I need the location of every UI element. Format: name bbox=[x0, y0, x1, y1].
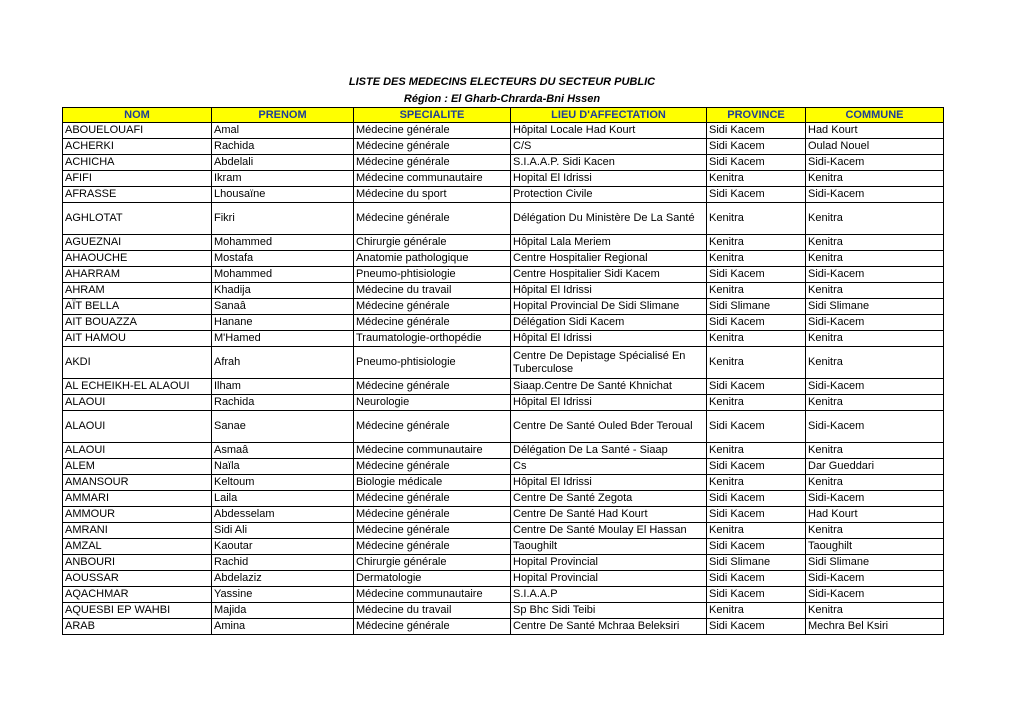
cell-lieu-affectation: C/S bbox=[511, 139, 707, 155]
table-row bbox=[63, 187, 944, 203]
table-row bbox=[63, 203, 944, 235]
cell-specialite: Médecine communautaire bbox=[354, 171, 511, 187]
cell-specialite: Pneumo-phtisiologie bbox=[354, 267, 511, 283]
cell-commune: Kenitra bbox=[806, 603, 944, 619]
cell-commune: Sidi-Kacem bbox=[806, 491, 944, 507]
cell-specialite: Médecine du travail bbox=[354, 283, 511, 299]
table-row bbox=[63, 523, 944, 539]
cell-prenom: Majida bbox=[212, 603, 354, 619]
cell-commune: Sidi Slimane bbox=[806, 555, 944, 571]
cell-prenom: Amina bbox=[212, 619, 354, 635]
cell-nom: ACHICHA bbox=[63, 155, 212, 171]
region-subtitle: Région : El Gharb-Chrarda-Bni Hssen bbox=[403, 93, 601, 105]
cell-lieu-affectation: Hopital El Idrissi bbox=[511, 171, 707, 187]
cell-specialite: Médecine générale bbox=[354, 459, 511, 475]
cell-nom: AFIFI bbox=[63, 171, 212, 187]
cell-prenom: Mostafa bbox=[212, 251, 354, 267]
cell-lieu-affectation: Délégation Du Ministère De La Santé bbox=[511, 203, 707, 235]
cell-province: Kenitra bbox=[707, 475, 806, 491]
column-header-commune: COMMUNE bbox=[806, 108, 944, 123]
cell-commune: Kenitra bbox=[806, 475, 944, 491]
cell-lieu-affectation: Centre De Santé Moulay El Hassan bbox=[511, 523, 707, 539]
cell-prenom: Rachid bbox=[212, 555, 354, 571]
table-row bbox=[63, 171, 944, 187]
cell-prenom: Khadija bbox=[212, 283, 354, 299]
cell-specialite: Traumatologie-orthopédie bbox=[354, 331, 511, 347]
cell-prenom: Hanane bbox=[212, 315, 354, 331]
cell-province: Sidi Kacem bbox=[707, 123, 806, 139]
table-row bbox=[63, 331, 944, 347]
table-row bbox=[63, 347, 944, 379]
table-row bbox=[63, 539, 944, 555]
cell-lieu-affectation: Hôpital El Idrissi bbox=[511, 475, 707, 491]
cell-prenom: Yassine bbox=[212, 587, 354, 603]
cell-commune: Mechra Bel Ksiri bbox=[806, 619, 944, 635]
cell-province: Sidi Kacem bbox=[707, 571, 806, 587]
cell-lieu-affectation: Centre De Santé Zegota bbox=[511, 491, 707, 507]
cell-nom: AHRAM bbox=[63, 283, 212, 299]
cell-province: Sidi Kacem bbox=[707, 379, 806, 395]
cell-prenom: Afrah bbox=[212, 347, 354, 379]
cell-nom: AMZAL bbox=[63, 539, 212, 555]
cell-province: Sidi Kacem bbox=[707, 587, 806, 603]
cell-lieu-affectation: Hopital Provincial bbox=[511, 571, 707, 587]
cell-nom: AMRANI bbox=[63, 523, 212, 539]
cell-lieu-affectation: Centre Hospitalier Sidi Kacem bbox=[511, 267, 707, 283]
cell-nom: AÏT BELLA bbox=[63, 299, 212, 315]
cell-specialite: Médecine générale bbox=[354, 491, 511, 507]
cell-nom: AIT HAMOU bbox=[63, 331, 212, 347]
table-row bbox=[63, 315, 944, 331]
table-row bbox=[63, 443, 944, 459]
cell-prenom: Rachida bbox=[212, 395, 354, 411]
cell-commune: Sidi-Kacem bbox=[806, 187, 944, 203]
table-row bbox=[63, 299, 944, 315]
cell-province: Sidi Kacem bbox=[707, 411, 806, 443]
cell-nom: AHARRAM bbox=[63, 267, 212, 283]
cell-specialite: Médecine générale bbox=[354, 379, 511, 395]
cell-commune: Had Kourt bbox=[806, 123, 944, 139]
cell-nom: AOUSSAR bbox=[63, 571, 212, 587]
cell-lieu-affectation: Centre De Santé Mchraa Beleksiri bbox=[511, 619, 707, 635]
cell-province: Kenitra bbox=[707, 283, 806, 299]
cell-lieu-affectation: Centre De Santé Had Kourt bbox=[511, 507, 707, 523]
cell-prenom: Fikri bbox=[212, 203, 354, 235]
cell-nom: AQACHMAR bbox=[63, 587, 212, 603]
table-row bbox=[63, 459, 944, 475]
cell-specialite: Médecine générale bbox=[354, 203, 511, 235]
cell-province: Kenitra bbox=[707, 235, 806, 251]
cell-commune: Had Kourt bbox=[806, 507, 944, 523]
cell-specialite: Dermatologie bbox=[354, 571, 511, 587]
cell-commune: Kenitra bbox=[806, 171, 944, 187]
cell-province: Sidi Kacem bbox=[707, 155, 806, 171]
cell-lieu-affectation: Protection Civile bbox=[511, 187, 707, 203]
cell-nom: ANBOURI bbox=[63, 555, 212, 571]
cell-nom: AFRASSE bbox=[63, 187, 212, 203]
cell-commune: Kenitra bbox=[806, 523, 944, 539]
cell-specialite: Anatomie pathologique bbox=[354, 251, 511, 267]
cell-nom: ARAB bbox=[63, 619, 212, 635]
cell-nom: AGUEZNAI bbox=[63, 235, 212, 251]
cell-lieu-affectation: Délégation De La Santé - Siaap bbox=[511, 443, 707, 459]
cell-province: Sidi Kacem bbox=[707, 187, 806, 203]
column-header-lieu-affectation: LIEU D'AFFECTATION bbox=[511, 108, 707, 123]
cell-commune: Taoughilt bbox=[806, 539, 944, 555]
cell-specialite: Médecine générale bbox=[354, 411, 511, 443]
cell-nom: AMMARI bbox=[63, 491, 212, 507]
cell-prenom: Keltoum bbox=[212, 475, 354, 491]
cell-commune: Oulad Nouel bbox=[806, 139, 944, 155]
table-row bbox=[63, 603, 944, 619]
cell-specialite: Médecine générale bbox=[354, 315, 511, 331]
cell-commune: Kenitra bbox=[806, 283, 944, 299]
cell-province: Sidi Kacem bbox=[707, 139, 806, 155]
cell-commune: Kenitra bbox=[806, 251, 944, 267]
cell-province: Sidi Kacem bbox=[707, 315, 806, 331]
cell-lieu-affectation: S.I.A.A.P bbox=[511, 587, 707, 603]
cell-lieu-affectation: Siaap.Centre De Santé Khnichat bbox=[511, 379, 707, 395]
cell-specialite: Médecine générale bbox=[354, 123, 511, 139]
cell-prenom: Sidi Ali bbox=[212, 523, 354, 539]
cell-lieu-affectation: Taoughilt bbox=[511, 539, 707, 555]
cell-specialite: Médecine générale bbox=[354, 619, 511, 635]
cell-specialite: Médecine du sport bbox=[354, 187, 511, 203]
column-header-specialite: SPECIALITE bbox=[354, 108, 511, 123]
cell-province: Sidi Kacem bbox=[707, 507, 806, 523]
table-row bbox=[63, 123, 944, 139]
cell-nom: ALAOUI bbox=[63, 443, 212, 459]
cell-specialite: Médecine générale bbox=[354, 539, 511, 555]
cell-prenom: Abdelali bbox=[212, 155, 354, 171]
cell-commune: Kenitra bbox=[806, 235, 944, 251]
cell-nom: AKDI bbox=[63, 347, 212, 379]
cell-lieu-affectation: Délégation Sidi Kacem bbox=[511, 315, 707, 331]
cell-commune: Sidi-Kacem bbox=[806, 587, 944, 603]
column-header-prenom: PRENOM bbox=[212, 108, 354, 123]
cell-commune: Sidi-Kacem bbox=[806, 155, 944, 171]
cell-specialite: Médecine communautaire bbox=[354, 587, 511, 603]
table-row bbox=[63, 619, 944, 635]
cell-province: Kenitra bbox=[707, 251, 806, 267]
column-header-province: PROVINCE bbox=[707, 108, 806, 123]
cell-province: Kenitra bbox=[707, 331, 806, 347]
cell-prenom: Sanaâ bbox=[212, 299, 354, 315]
cell-specialite: Pneumo-phtisiologie bbox=[354, 347, 511, 379]
cell-province: Sidi Kacem bbox=[707, 267, 806, 283]
doctors-table bbox=[62, 107, 944, 635]
cell-specialite: Médecine du travail bbox=[354, 603, 511, 619]
cell-province: Sidi Kacem bbox=[707, 619, 806, 635]
cell-province: Kenitra bbox=[707, 603, 806, 619]
cell-nom: AMANSOUR bbox=[63, 475, 212, 491]
cell-commune: Sidi-Kacem bbox=[806, 571, 944, 587]
cell-specialite: Biologie médicale bbox=[354, 475, 511, 491]
cell-lieu-affectation: Centre De Depistage Spécialisé En Tuberculose bbox=[511, 347, 707, 379]
table-row bbox=[63, 491, 944, 507]
cell-lieu-affectation: Hopital Provincial bbox=[511, 555, 707, 571]
cell-province: Sidi Slimane bbox=[707, 299, 806, 315]
cell-commune: Sidi-Kacem bbox=[806, 411, 944, 443]
cell-lieu-affectation: Hopital Provincial De Sidi Slimane bbox=[511, 299, 707, 315]
cell-province: Kenitra bbox=[707, 171, 806, 187]
cell-commune: Sidi-Kacem bbox=[806, 379, 944, 395]
document-title: LISTE DES MEDECINS ELECTEURS DU SECTEUR PUBLIC bbox=[348, 76, 656, 88]
table-row bbox=[63, 139, 944, 155]
table-row bbox=[63, 507, 944, 523]
cell-commune: Sidi-Kacem bbox=[806, 267, 944, 283]
table-body bbox=[63, 123, 944, 635]
cell-province: Sidi Kacem bbox=[707, 491, 806, 507]
cell-nom: AL ECHEIKH-EL ALAOUI bbox=[63, 379, 212, 395]
cell-prenom: Sanae bbox=[212, 411, 354, 443]
cell-nom: ALAOUI bbox=[63, 395, 212, 411]
cell-commune: Kenitra bbox=[806, 347, 944, 379]
cell-prenom: Mohammed bbox=[212, 267, 354, 283]
cell-specialite: Médecine générale bbox=[354, 155, 511, 171]
cell-nom: AHAOUCHE bbox=[63, 251, 212, 267]
cell-prenom: Mohammed bbox=[212, 235, 354, 251]
table-row bbox=[63, 587, 944, 603]
table-row bbox=[63, 571, 944, 587]
cell-nom: ACHERKI bbox=[63, 139, 212, 155]
table-header-row bbox=[63, 108, 944, 123]
cell-commune: Kenitra bbox=[806, 203, 944, 235]
table-row bbox=[63, 379, 944, 395]
cell-province: Kenitra bbox=[707, 443, 806, 459]
cell-specialite: Médecine communautaire bbox=[354, 443, 511, 459]
cell-province: Sidi Slimane bbox=[707, 555, 806, 571]
cell-commune: Sidi-Kacem bbox=[806, 315, 944, 331]
cell-prenom: Asmaâ bbox=[212, 443, 354, 459]
cell-province: Kenitra bbox=[707, 347, 806, 379]
cell-lieu-affectation: Hôpital El Idrissi bbox=[511, 331, 707, 347]
cell-specialite: Chirurgie générale bbox=[354, 555, 511, 571]
column-header-nom: NOM bbox=[63, 108, 212, 123]
cell-prenom: Rachida bbox=[212, 139, 354, 155]
cell-prenom: Kaoutar bbox=[212, 539, 354, 555]
cell-specialite: Médecine générale bbox=[354, 299, 511, 315]
cell-province: Kenitra bbox=[707, 203, 806, 235]
cell-nom: AGHLOTAT bbox=[63, 203, 212, 235]
cell-commune: Dar Gueddari bbox=[806, 459, 944, 475]
cell-commune: Kenitra bbox=[806, 395, 944, 411]
cell-lieu-affectation: Hôpital El Idrissi bbox=[511, 283, 707, 299]
table-row bbox=[63, 411, 944, 443]
cell-prenom: Ilham bbox=[212, 379, 354, 395]
table-row bbox=[63, 267, 944, 283]
table-row bbox=[63, 555, 944, 571]
cell-prenom: Abdesselam bbox=[212, 507, 354, 523]
cell-province: Sidi Kacem bbox=[707, 459, 806, 475]
cell-specialite: Médecine générale bbox=[354, 523, 511, 539]
cell-prenom: Amal bbox=[212, 123, 354, 139]
table-row bbox=[63, 395, 944, 411]
cell-lieu-affectation: Centre De Santé Ouled Bder Teroual bbox=[511, 411, 707, 443]
cell-lieu-affectation: S.I.A.A.P. Sidi Kacen bbox=[511, 155, 707, 171]
cell-lieu-affectation: Hôpital El Idrissi bbox=[511, 395, 707, 411]
table-row bbox=[63, 155, 944, 171]
cell-nom: ALEM bbox=[63, 459, 212, 475]
cell-commune: Sidi Slimane bbox=[806, 299, 944, 315]
cell-commune: Kenitra bbox=[806, 331, 944, 347]
cell-prenom: M'Hamed bbox=[212, 331, 354, 347]
cell-nom: AMMOUR bbox=[63, 507, 212, 523]
table-row bbox=[63, 475, 944, 491]
cell-nom: AIT BOUAZZA bbox=[63, 315, 212, 331]
cell-nom: AQUESBI EP WAHBI bbox=[63, 603, 212, 619]
table-row bbox=[63, 283, 944, 299]
cell-province: Kenitra bbox=[707, 395, 806, 411]
table-row bbox=[63, 235, 944, 251]
cell-prenom: Naïla bbox=[212, 459, 354, 475]
cell-province: Sidi Kacem bbox=[707, 539, 806, 555]
cell-specialite: Médecine générale bbox=[354, 139, 511, 155]
cell-nom: ABOUELOUAFI bbox=[63, 123, 212, 139]
cell-lieu-affectation: Centre Hospitalier Regional bbox=[511, 251, 707, 267]
cell-specialite: Neurologie bbox=[354, 395, 511, 411]
cell-commune: Kenitra bbox=[806, 443, 944, 459]
cell-specialite: Médecine générale bbox=[354, 507, 511, 523]
cell-lieu-affectation: Hôpital Lala Meriem bbox=[511, 235, 707, 251]
cell-specialite: Chirurgie générale bbox=[354, 235, 511, 251]
cell-lieu-affectation: Sp Bhc Sidi Teibi bbox=[511, 603, 707, 619]
cell-province: Kenitra bbox=[707, 523, 806, 539]
cell-prenom: Ikram bbox=[212, 171, 354, 187]
cell-prenom: Laila bbox=[212, 491, 354, 507]
cell-lieu-affectation: Cs bbox=[511, 459, 707, 475]
cell-prenom: Lhousaïne bbox=[212, 187, 354, 203]
cell-lieu-affectation: Hôpital Locale Had Kourt bbox=[511, 123, 707, 139]
cell-prenom: Abdelaziz bbox=[212, 571, 354, 587]
table-row bbox=[63, 251, 944, 267]
cell-nom: ALAOUI bbox=[63, 411, 212, 443]
